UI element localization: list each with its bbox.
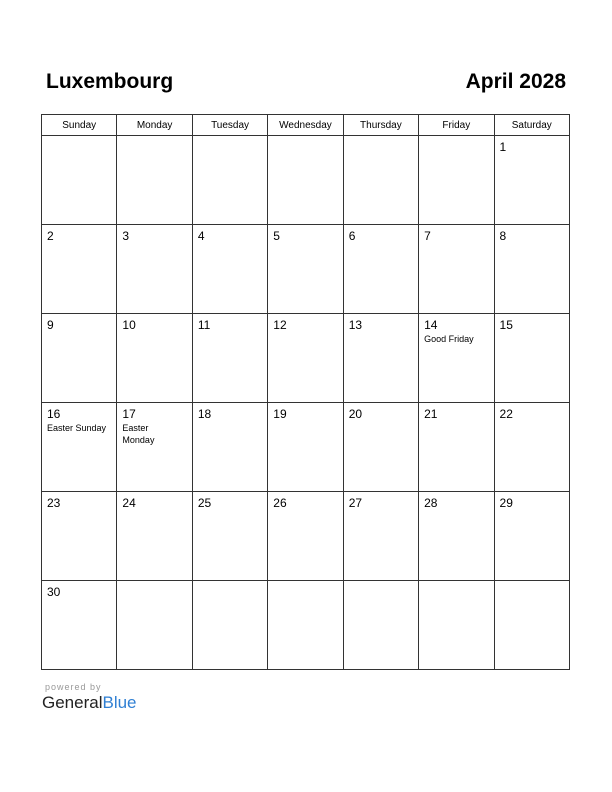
day-cell (42, 492, 117, 581)
day-cell (117, 314, 192, 403)
day-number: 19 (273, 407, 287, 421)
week-row (42, 225, 570, 314)
day-cell (117, 225, 192, 314)
weekday-friday: Friday (419, 115, 494, 136)
empty-day-cell (419, 136, 494, 225)
day-number: 13 (348, 318, 363, 332)
day-number: 29 (499, 496, 513, 510)
empty-day-cell (419, 581, 494, 670)
day-cell (117, 492, 192, 581)
weekday-monday: Monday (117, 115, 192, 136)
day-number: 10 (122, 318, 136, 332)
day-cell (268, 225, 343, 314)
empty-day-cell (343, 581, 418, 670)
day-cell (268, 492, 343, 581)
weekday-tuesday: Tuesday (192, 115, 267, 136)
week-row (42, 136, 570, 225)
weekday-saturday: Saturday (494, 115, 569, 136)
week-row (42, 492, 570, 581)
empty-day-cell (494, 581, 569, 670)
day-number: 22 (499, 407, 513, 421)
day-number: 15 (499, 318, 513, 332)
weekday-sunday: Sunday (42, 115, 117, 136)
empty-day-cell (192, 136, 267, 225)
day-cell (494, 225, 569, 314)
day-number: 2 (47, 229, 54, 243)
day-cell (42, 225, 117, 314)
weekday-thursday: Thursday (343, 115, 418, 136)
calendar-grid (41, 114, 570, 670)
day-cell (192, 492, 267, 581)
month-title: April 2028 (465, 70, 566, 93)
day-cell (494, 314, 569, 403)
holiday-label: Easter Monday (122, 423, 155, 445)
day-number: 5 (273, 229, 280, 243)
holiday-label: Good Friday (424, 334, 474, 344)
day-number: 24 (122, 496, 136, 510)
empty-day-cell (343, 136, 418, 225)
day-number: 3 (122, 229, 130, 243)
day-cell (419, 314, 494, 403)
day-number: 30 (47, 585, 61, 599)
country-title: Luxembourg (46, 70, 174, 93)
day-number: 20 (348, 407, 363, 421)
calendar-header (46, 70, 566, 100)
day-number: 14 (424, 318, 438, 332)
day-cell (192, 225, 267, 314)
day-number: 18 (197, 407, 212, 421)
day-cell (419, 403, 494, 492)
weekday-header-row (42, 115, 570, 136)
empty-day-cell (42, 136, 117, 225)
day-number: 28 (424, 496, 438, 510)
brand-blue-text: Blue (102, 693, 137, 712)
day-cell (343, 314, 418, 403)
empty-day-cell (192, 581, 267, 670)
day-number: 6 (348, 229, 356, 243)
generalblue-logo (42, 693, 137, 713)
day-cell (117, 403, 192, 492)
day-number: 4 (197, 229, 205, 243)
day-number: 27 (348, 496, 363, 510)
day-number: 26 (273, 496, 287, 510)
day-cell (192, 403, 267, 492)
day-number: 21 (424, 407, 438, 421)
day-number: 16 (47, 407, 61, 421)
footer-branding (42, 682, 137, 713)
day-cell (494, 403, 569, 492)
day-cell (494, 136, 569, 225)
day-number: 7 (424, 229, 431, 243)
brand-general-text: General (42, 693, 103, 712)
day-cell (494, 492, 569, 581)
week-row (42, 314, 570, 403)
day-number: 8 (499, 229, 507, 243)
empty-day-cell (268, 581, 343, 670)
day-cell (42, 314, 117, 403)
day-number: 11 (197, 318, 211, 332)
day-cell (192, 314, 267, 403)
day-number: 17 (122, 407, 136, 421)
day-cell (343, 225, 418, 314)
day-cell (343, 492, 418, 581)
day-cell (268, 314, 343, 403)
powered-by-text: powered by (45, 682, 102, 692)
day-number: 1 (499, 140, 507, 154)
holiday-label: Easter Sunday (47, 423, 107, 433)
day-number: 25 (197, 496, 212, 510)
day-number: 9 (47, 318, 54, 332)
week-row (42, 403, 570, 492)
empty-day-cell (117, 581, 192, 670)
weekday-wednesday: Wednesday (268, 115, 343, 136)
day-number: 23 (47, 496, 61, 510)
day-number: 12 (273, 318, 287, 332)
week-row (42, 581, 570, 670)
day-cell (42, 403, 117, 492)
day-cell (268, 403, 343, 492)
day-cell (343, 403, 418, 492)
day-cell (419, 492, 494, 581)
day-cell (419, 225, 494, 314)
empty-day-cell (117, 136, 192, 225)
empty-day-cell (268, 136, 343, 225)
day-cell (42, 581, 117, 670)
